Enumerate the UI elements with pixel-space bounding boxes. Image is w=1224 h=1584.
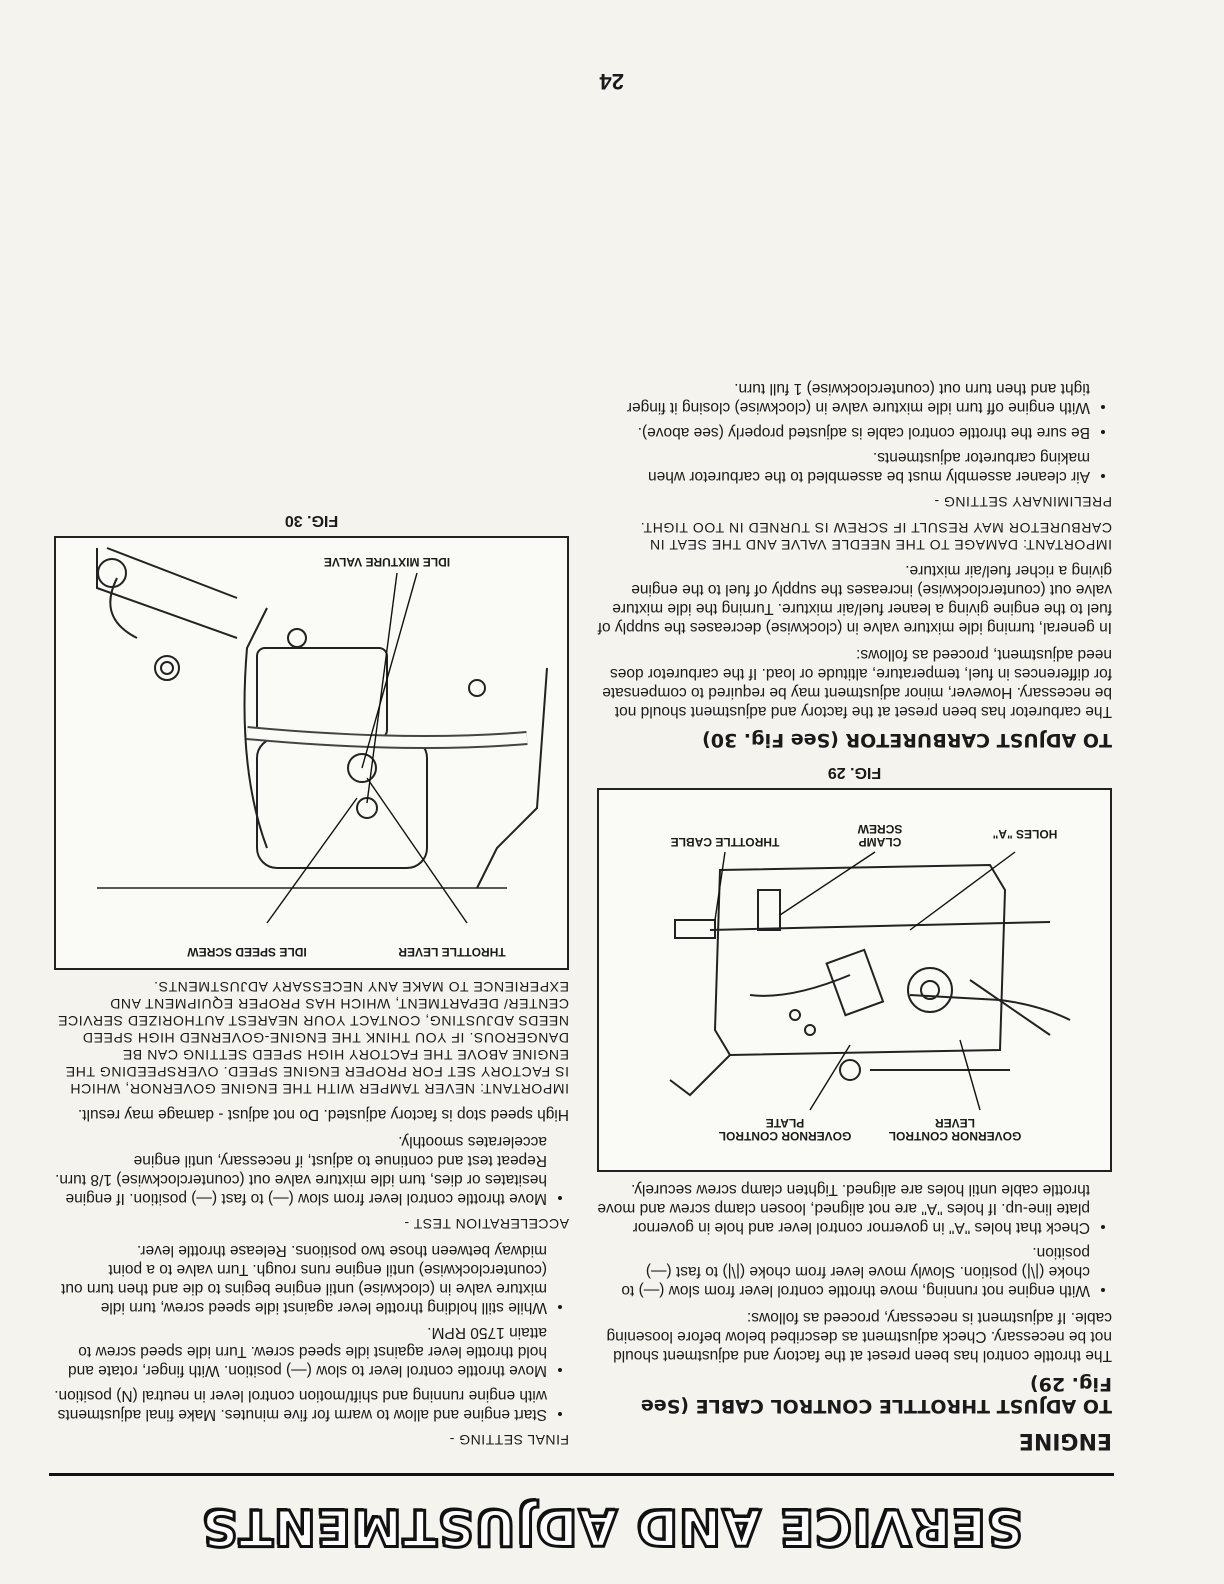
list-item: • Check that holes "A" in governor control lever and hole in governor plate line-up. If holes "A" are not aligned, loosen clamp screw and move throttle cable until holes are aligned. Tighten clamp screw securely. [597, 1180, 1090, 1237]
throttle-cable [710, 922, 1050, 930]
label-governor-plate: GOVERNOR CONTROL PLATE [718, 1116, 852, 1143]
leader-idle-mixture [367, 573, 397, 803]
governor-important: IMPORTANT: NEVER TAMPER WITH THE ENGINE GOVERNOR, WHICH IS FACTORY SET FOR PROPER ENGINE SPEED. OVERSPEEDING THE ENGINE ABOVE THE FACTORY HIGH SPEED SETTING CAN BE DANGEROUS. IF YOU THINK THE ENGINE-GOVERNED HIGH SPEED NEEDS ADJUSTING, CONTACT YOUR NEAREST AUTHORIZED SERVICE CENTER/ DEPARTMENT, WHICH HAS PROPER EQUIPMENT AND EXPERIENCE TO MAKE ANY NECESSARY ADJUSTMENTS. [57, 979, 569, 1097]
accel-label: ACCELERATION TEST - [403, 1216, 569, 1232]
list-item: • Be sure the throttle control cable is adjusted properly (see above). [597, 423, 1090, 442]
page-number: 24 [599, 69, 624, 94]
figure-30 [54, 536, 569, 970]
clamp-block [758, 890, 780, 930]
list-item: • With engine off turn idle mixture valve in (clockwise) closing it finger tight and then turn out (counterclockwise) 1 full turn. [597, 379, 1090, 417]
leader-idle-speed [267, 798, 357, 923]
carb-title: TO ADJUST CARBURETOR (See Fig. 30) [702, 729, 1112, 751]
right-column [54, 499, 569, 1459]
list-item: • Start engine and allow to warm for five minutes. Make final adjustments with engine running and shift/motion control lever in neutral (N) position. [54, 1386, 547, 1424]
throttle-para: The throttle control has been preset at the factory and adjustment should not be necessary. Check adjustment as described below before loosening cable. If adjustment is necessary, proceed as follows: [606, 1309, 1112, 1364]
list-item: • With engine not running, move throttle control lever from slow (—) to choke (|\|) position. Slowly move lever from choke (|\|) to fast (—) position. [597, 1243, 1090, 1300]
prelim-bullets [597, 379, 1112, 486]
float-bowl [257, 648, 387, 738]
prelim-label: PRELIMINARY SETTING - [933, 494, 1112, 510]
label-throttle-cable: THROTTLE CABLE [670, 835, 780, 849]
carburetor-diagram [56, 542, 567, 968]
section-title: ENGINE [1018, 1428, 1112, 1453]
leader-holes [910, 852, 1015, 930]
pivot-ring [908, 968, 952, 1012]
label-throttle-lever: THROTTLE LEVER [398, 945, 506, 959]
governor-diagram [599, 794, 1110, 1170]
carb-important: IMPORTANT: DAMAGE TO THE NEEDLE VALVE AND THE SEAT IN CARBURETOR MAY RESULT IF SCREW IS TURNED IN TOO TIGHT. [640, 520, 1112, 553]
list-item: • While still holding throttle lever against idle speed screw, turn idle mixture valve in (clockwise) until engine begins to die and then turn out (counterclockwise) until engine runs rough. Turn valve to a point midway between those two positions. Release throttle lever. [54, 1241, 547, 1317]
final-bullets [54, 1241, 569, 1424]
list-item: • Air cleaner assembly must be assembled to the carburetor when making carburetor adjustments. [597, 448, 1090, 486]
cable-end [675, 920, 715, 938]
leader-throttle-lever [367, 778, 467, 923]
final-label: FINAL SETTING - [449, 1432, 569, 1448]
plate-corner [670, 1055, 730, 1095]
label-idle-speed-screw: IDLE SPEED SCREW [187, 945, 307, 959]
throttle-title: TO ADJUST THROTTLE CONTROL CABLE (See Fig. 29) [640, 1373, 1112, 1417]
hole-a [840, 1060, 860, 1080]
banner [0, 1492, 1224, 1562]
label-holes-a: HOLES "A" [992, 827, 1058, 841]
bracket [827, 950, 883, 1015]
label-clamp-screw: CLAMP SCREW [857, 822, 903, 849]
high-speed-note: High speed stop is factory adjusted. Do not adjust - damage may result. [77, 1106, 569, 1123]
housing-edge [477, 668, 547, 888]
pipe-end [98, 559, 126, 587]
carb-para-2: In general, turning idle mixture valve in (clockwise) decreases the supply of fuel to the engine giving a leaner fuel/air mixture. Turning the idle mixture valve out (counterclockwise) increases the supply of fuel to the engine giving a richer fuel/air mixture. [597, 562, 1112, 636]
list-item: • Move throttle control lever to slow (—) position. With finger, rotate and hold throttle lever against idle speed screw. Turn idle speed screw to attain 1750 RPM. [54, 1323, 547, 1380]
label-governor-lever: GOVERNOR CONTROL LEVER [888, 1116, 1022, 1143]
leader-cable [715, 852, 725, 920]
figure-30-caption: FIG. 30 [284, 512, 339, 529]
figure-29 [597, 788, 1112, 1172]
figure-29-caption: FIG. 29 [827, 764, 882, 781]
leader-clamp [780, 852, 875, 915]
list-item: • Move throttle control lever from slow (—) to fast (—) position. If engine hesitates or dies, turn idle mixture valve out (counterclockwise) 1/8 turn. Repeat test and continue to adjust, if necessary, until engine accelerates smoothly. [54, 1132, 547, 1208]
label-idle-mixture-valve: IDLE MIXTURE VALVE [323, 555, 451, 569]
banner-title: SERVICE AND ADJUSTMENTS [200, 1498, 1024, 1556]
throttle-bullets [597, 1180, 1112, 1300]
left-column [597, 371, 1112, 1459]
carb-para-1: The carburetor has been preset at the factory and adjustment should not be necessary. However, minor adjustment may be required to compensate for differences in fuel, temperature, altitude or load. If the carburetor does need adjustment, proceed as follows: [602, 646, 1112, 720]
carburetor-body [257, 738, 427, 868]
header-rule [49, 1473, 1114, 1476]
accel-bullets [54, 1132, 569, 1208]
